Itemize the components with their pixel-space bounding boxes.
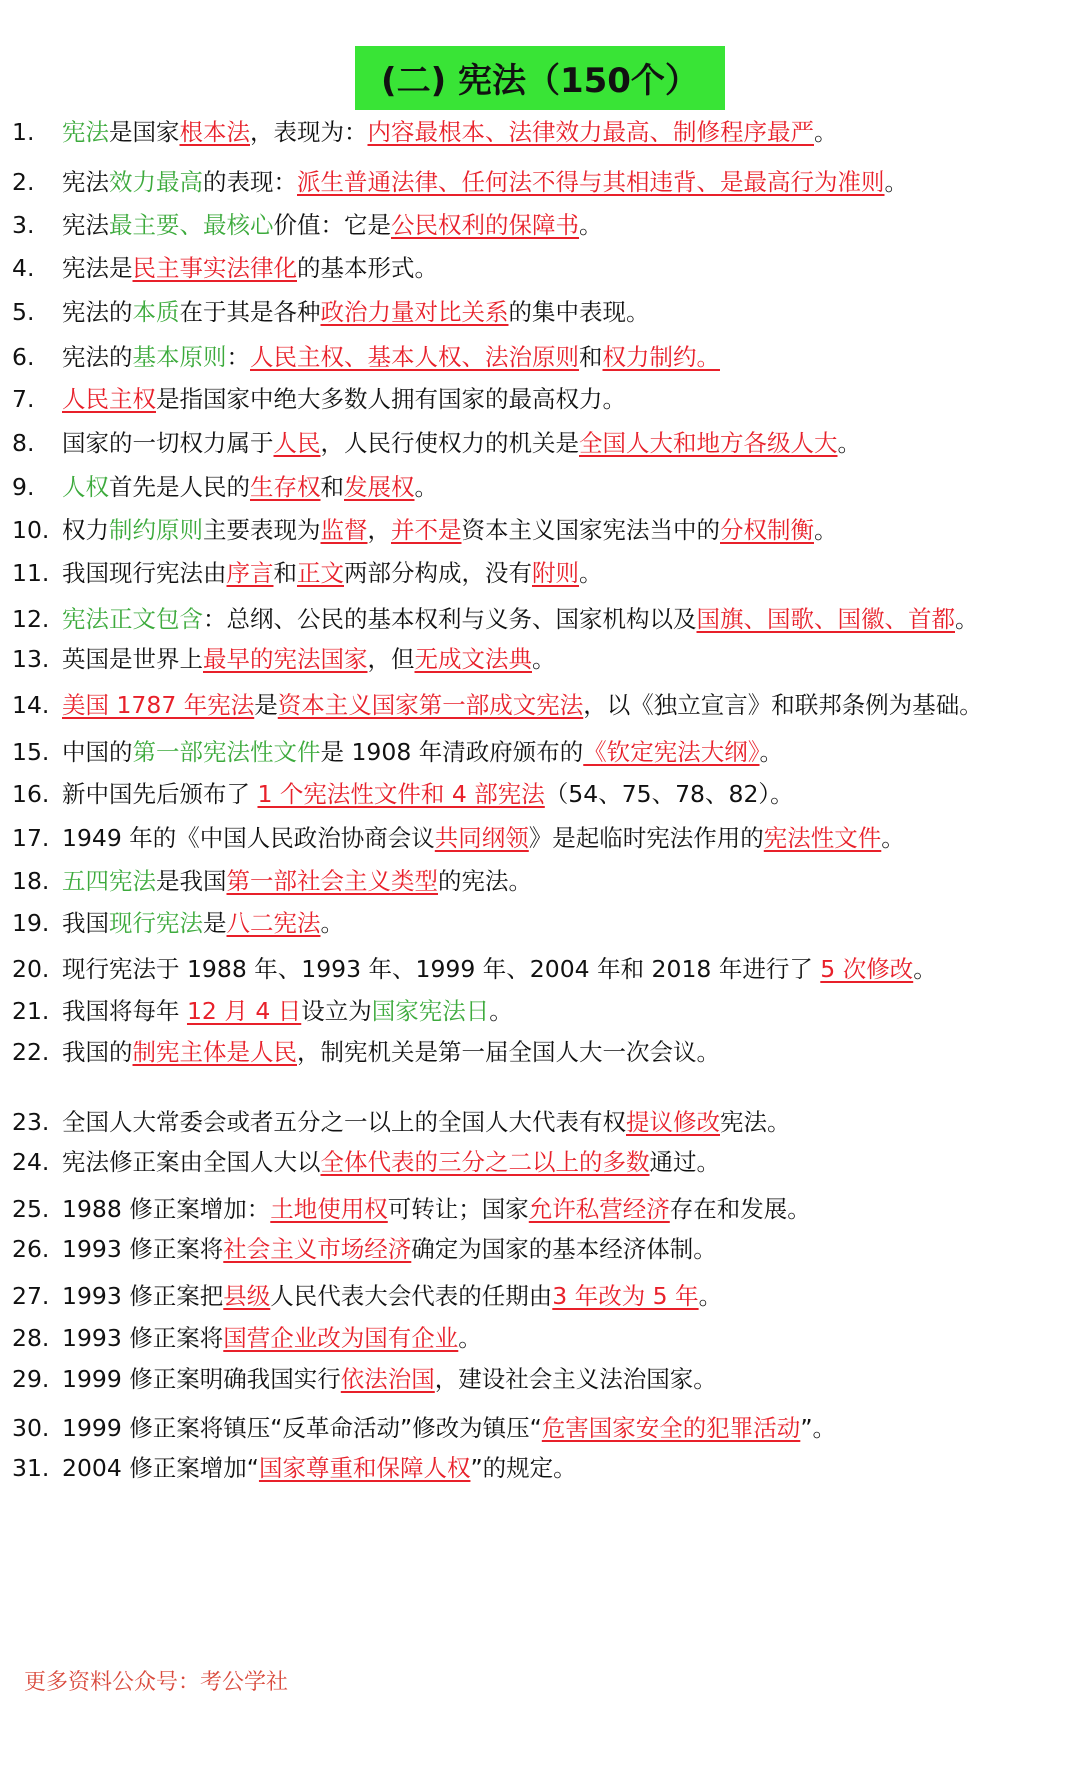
key-point-text: 根本法: [179, 118, 250, 146]
body-text: ，人民行使权力的机关是: [320, 429, 579, 457]
item-number: 22.: [12, 1038, 50, 1066]
body-text: 。: [698, 1282, 723, 1310]
item-number: 28.: [12, 1324, 50, 1352]
item-text: [62, 1235, 717, 1263]
item-number: 11.: [12, 559, 50, 587]
body-text: 是: [254, 691, 278, 719]
key-point-text: 12 月 4 日: [186, 997, 302, 1025]
key-point-text: 无成文法典: [414, 645, 532, 673]
list-item: [12, 1035, 1078, 1069]
list-item: [12, 952, 1078, 986]
key-point-text: 县级: [223, 1282, 271, 1310]
item-text: [62, 1195, 811, 1223]
body-text: 是国家: [109, 118, 180, 146]
body-text: 。: [759, 738, 783, 766]
key-point-text: 公民权利的保障书: [391, 211, 579, 239]
body-text: 。: [579, 211, 603, 239]
body-text: 首先是人民的: [109, 473, 250, 501]
key-point-text: 发展权: [344, 473, 415, 501]
body-text: 主要表现为: [203, 516, 321, 544]
body-text: ，以《独立宣言》和联邦条例为基础。: [583, 691, 983, 719]
key-point-text: 政治力量对比关系: [320, 298, 509, 326]
body-text: 存在和发展。: [669, 1195, 811, 1223]
key-point-text: 《钦定宪法大纲》: [583, 738, 760, 766]
body-text: 资本主义国家宪法当中的: [461, 516, 720, 544]
item-text: [62, 516, 838, 544]
item-number: 31.: [12, 1454, 50, 1482]
item-number: 14.: [12, 691, 50, 719]
list-item: [12, 513, 1078, 547]
item-number: 30.: [12, 1414, 50, 1442]
list-item: [12, 864, 1078, 898]
body-text: 1993 修正案把: [62, 1282, 224, 1310]
body-text: 和: [273, 559, 297, 587]
body-text: 宪法的: [62, 343, 133, 371]
body-text: 1988 修正案增加：: [62, 1195, 271, 1223]
body-text: 和: [579, 343, 603, 371]
key-point-text: 资本主义国家第一部成文宪法: [277, 691, 584, 719]
key-point-text: 附则: [532, 559, 579, 587]
key-point-text: 国营企业改为国有企业: [223, 1324, 459, 1352]
concept-text: 第一部宪法性文件: [132, 738, 321, 766]
item-number: 6.: [12, 343, 35, 371]
body-text: 。: [814, 118, 838, 146]
item-text: [62, 429, 861, 457]
list-item: [12, 777, 1078, 811]
list-item: [12, 340, 1078, 374]
list-item: [12, 1105, 1078, 1139]
list-item: [12, 994, 1078, 1028]
item-text: [62, 559, 603, 587]
body-text: 确定为国家的基本经济体制。: [411, 1235, 717, 1263]
item-text: [62, 473, 438, 501]
body-text: ，表现为：: [250, 118, 368, 146]
item-text: [62, 738, 783, 766]
key-point-text: 内容最根本、法律效力最高、制修程序最严: [367, 118, 814, 146]
concept-text: 宪法正文包含: [62, 605, 203, 633]
footer-source-note: 更多资料公众号：考公学社: [24, 1670, 289, 1695]
item-text: [62, 1324, 482, 1352]
body-text: 》是起临时宪法作用的: [528, 824, 764, 852]
item-number: 1.: [12, 118, 35, 146]
body-text: 两部分构成，没有: [344, 559, 532, 587]
item-text: [62, 1108, 791, 1136]
key-point-text: 宪法性文件: [763, 824, 882, 852]
item-text: [62, 343, 720, 371]
body-text: 的宪法。: [438, 867, 532, 895]
item-text: [62, 168, 908, 196]
body-text: 。: [955, 605, 979, 633]
item-number: 10.: [12, 516, 50, 544]
key-point-text: 派生普通法律、任何法不得与其相违背、是最高行为准则: [297, 168, 885, 196]
key-point-text: 共同纲领: [434, 824, 529, 852]
key-point-text: 分权制衡: [720, 516, 814, 544]
key-point-text: 5 次修改: [820, 955, 914, 983]
body-text: 我国现行宪法由: [62, 559, 227, 587]
body-text: ：总纲、公民的基本权利与义务、国家机构以及: [203, 605, 697, 633]
key-point-text: 全体代表的三分之二以上的多数: [320, 1148, 650, 1176]
key-point-text: 最早的宪法国家: [203, 645, 368, 673]
item-number: 23.: [12, 1108, 50, 1136]
list-item: [12, 382, 1078, 416]
body-text: 和: [320, 473, 344, 501]
item-number: 2.: [12, 168, 35, 196]
body-text: 1949 年的《中国人民政治协商会议: [62, 824, 435, 852]
body-text: 设立为: [301, 997, 372, 1025]
concept-text: 宪法: [62, 118, 109, 146]
body-text: 。: [579, 559, 603, 587]
body-text: 价值：它是: [273, 211, 391, 239]
concept-text: 效力最高: [109, 168, 203, 196]
key-point-text: 允许私营经济: [528, 1195, 670, 1223]
list-item: [12, 1192, 1078, 1226]
item-text: [62, 1038, 720, 1066]
item-number: 4.: [12, 254, 35, 282]
concept-text: 基本原则: [132, 343, 227, 371]
list-item: [12, 165, 1078, 199]
key-point-text: 第一部社会主义类型: [226, 867, 438, 895]
list-item: [12, 1362, 1078, 1396]
item-number: 5.: [12, 298, 35, 326]
item-number: 12.: [12, 605, 50, 633]
body-text: 国家的一切权力属于: [62, 429, 274, 457]
item-text: [62, 211, 603, 239]
body-text: 。: [884, 168, 908, 196]
body-text: 的基本形式。: [297, 254, 438, 282]
body-text: 宪法修正案由全国人大以: [62, 1148, 321, 1176]
body-text: ：: [226, 343, 250, 371]
body-text: 。: [320, 909, 344, 937]
item-number: 17.: [12, 824, 50, 852]
body-text: ，但: [367, 645, 415, 673]
item-text: [62, 997, 513, 1025]
key-point-text: 国旗、国歌、国徽、首都: [696, 605, 955, 633]
concept-text: 国家宪法日: [371, 997, 490, 1025]
body-text: 是: [203, 909, 227, 937]
body-text: 宪法。: [720, 1108, 791, 1136]
body-text: ”的规定。: [470, 1454, 577, 1482]
item-number: 15.: [12, 738, 50, 766]
item-text: [62, 298, 650, 326]
body-text: 在于其是各种: [179, 298, 321, 326]
concept-text: 人权: [62, 473, 109, 501]
key-point-text: 人民主权、基本人权、法治原则: [250, 343, 579, 371]
item-text: [62, 1365, 717, 1393]
body-text: 是指国家中绝大多数人拥有国家的最高权力。: [156, 385, 626, 413]
concept-text: 最主要、最核心: [109, 211, 274, 239]
list-item: [12, 208, 1078, 242]
concept-text: 制约原则: [109, 516, 203, 544]
item-number: 16.: [12, 780, 50, 808]
item-text: [62, 1148, 720, 1176]
body-text: 。: [814, 516, 838, 544]
body-text: 现行宪法于 1988 年、1993 年、1999 年、2004 年和 2018 年进行了: [62, 955, 821, 983]
item-number: 18.: [12, 867, 50, 895]
item-number: 7.: [12, 385, 35, 413]
item-number: 8.: [12, 429, 35, 457]
title-banner: [0, 46, 1080, 110]
item-text: [62, 909, 344, 937]
key-point-text: 人民: [273, 429, 321, 457]
list-item: [12, 556, 1078, 590]
list-item: [12, 1279, 1078, 1313]
item-text: [62, 645, 556, 673]
list-item: [12, 1321, 1078, 1355]
list-item: [12, 1411, 1078, 1445]
concept-text: 五四宪法: [62, 867, 156, 895]
list-item: [12, 688, 1078, 722]
list-item: [12, 602, 1078, 636]
concept-text: 本质: [132, 298, 180, 326]
body-text: 是 1908 年清政府颁布的: [320, 738, 584, 766]
body-text: 2004 修正案增加“: [62, 1454, 259, 1482]
body-text: 中国的: [62, 738, 133, 766]
item-number: 26.: [12, 1235, 50, 1263]
body-text: 我国将每年: [62, 997, 187, 1025]
list-item: [12, 642, 1078, 676]
list-item: [12, 735, 1078, 769]
list-item: [12, 1451, 1078, 1485]
key-point-text: 提议修改: [626, 1108, 720, 1136]
item-text: [62, 385, 626, 413]
item-number: 19.: [12, 909, 50, 937]
list-item: [12, 426, 1078, 460]
key-point-text: 国家尊重和保障人权: [258, 1454, 471, 1482]
body-text: ，制宪机关是第一届全国人大一次会议。: [297, 1038, 720, 1066]
key-point-text: 正文: [297, 559, 344, 587]
key-point-text: 危害国家安全的犯罪活动: [541, 1414, 801, 1442]
item-number: 20.: [12, 955, 50, 983]
body-text: 。: [913, 955, 937, 983]
body-text: 的集中表现。: [508, 298, 650, 326]
list-item: [12, 906, 1078, 940]
list-item: [12, 470, 1078, 504]
body-text: （54、75、78、82）。: [544, 780, 794, 808]
body-text: 我国: [62, 909, 109, 937]
key-point-text: 土地使用权: [270, 1195, 388, 1223]
item-number: 13.: [12, 645, 50, 673]
body-text: 的表现：: [203, 168, 297, 196]
body-text: 。: [837, 429, 861, 457]
key-point-text: 权力制约。: [602, 343, 720, 371]
body-text: 1993 修正案将: [62, 1235, 224, 1263]
item-text: [62, 1414, 836, 1442]
list-item: [12, 295, 1078, 329]
list-item: [12, 115, 1078, 149]
body-text: 。: [458, 1324, 482, 1352]
item-number: 24.: [12, 1148, 50, 1176]
body-text: 人民代表大会代表的任期由: [270, 1282, 553, 1310]
body-text: 英国是世界上: [62, 645, 203, 673]
item-number: 21.: [12, 997, 50, 1025]
item-number: 27.: [12, 1282, 50, 1310]
key-point-text: 制宪主体是人民: [132, 1038, 297, 1066]
item-text: [62, 118, 838, 146]
body-text: 。: [532, 645, 556, 673]
item-text: [62, 867, 532, 895]
body-text: 。: [489, 997, 513, 1025]
body-text: 权力: [62, 516, 109, 544]
item-text: [62, 1282, 722, 1310]
key-point-text: 并不是: [391, 516, 462, 544]
body-text: 通过。: [649, 1148, 720, 1176]
item-text: [62, 1454, 577, 1482]
item-text: [62, 824, 905, 852]
key-point-text: 八二宪法: [226, 909, 321, 937]
key-point-text: 全国人大和地方各级人大: [579, 429, 838, 457]
body-text: 宪法: [62, 168, 109, 196]
body-text: 。: [414, 473, 438, 501]
body-text: 新中国先后颁布了: [62, 780, 258, 808]
body-text: 1999 修正案明确我国实行: [62, 1365, 341, 1393]
body-text: 。: [881, 824, 905, 852]
item-text: [62, 605, 979, 633]
key-point-text: 序言: [226, 559, 274, 587]
item-number: 9.: [12, 473, 35, 501]
key-point-text: 1 个宪法性文件和 4 部宪法: [257, 780, 545, 808]
body-text: 1999 修正案将镇压“反革命活动”修改为镇压“: [62, 1414, 542, 1442]
concept-text: 现行宪法: [109, 909, 203, 937]
item-text: [62, 955, 937, 983]
item-number: 3.: [12, 211, 35, 239]
body-text: 是我国: [156, 867, 227, 895]
key-point-text: 3 年改为 5 年: [552, 1282, 699, 1310]
body-text: 我国的: [62, 1038, 133, 1066]
body-text: 全国人大常委会或者五分之一以上的全国人大代表有权: [62, 1108, 626, 1136]
body-text: 1993 修正案将: [62, 1324, 224, 1352]
page-title: (二) 宪法（150个）: [355, 46, 725, 110]
key-point-text: 社会主义市场经济: [223, 1235, 412, 1263]
body-text: 可转让；国家: [387, 1195, 529, 1223]
key-point-text: 人民主权: [62, 385, 156, 413]
body-text: ”。: [800, 1414, 836, 1442]
body-text: ，: [367, 516, 391, 544]
item-text: [62, 780, 794, 808]
item-text: [62, 254, 438, 282]
body-text: ，建设社会主义法治国家。: [434, 1365, 717, 1393]
body-text: 宪法是: [62, 254, 133, 282]
key-point-text: 民主事实法律化: [132, 254, 297, 282]
item-number: 25.: [12, 1195, 50, 1223]
list-item: [12, 821, 1078, 855]
list-item: [12, 251, 1078, 285]
item-number: 29.: [12, 1365, 50, 1393]
item-text: [62, 691, 983, 719]
list-item: [12, 1232, 1078, 1266]
key-point-text: 美国 1787 年宪法: [62, 691, 255, 719]
key-point-text: 监督: [320, 516, 368, 544]
key-point-text: 依法治国: [340, 1365, 435, 1393]
key-point-text: 生存权: [250, 473, 321, 501]
list-item: [12, 1145, 1078, 1179]
body-text: 宪法的: [62, 298, 133, 326]
body-text: 宪法: [62, 211, 109, 239]
